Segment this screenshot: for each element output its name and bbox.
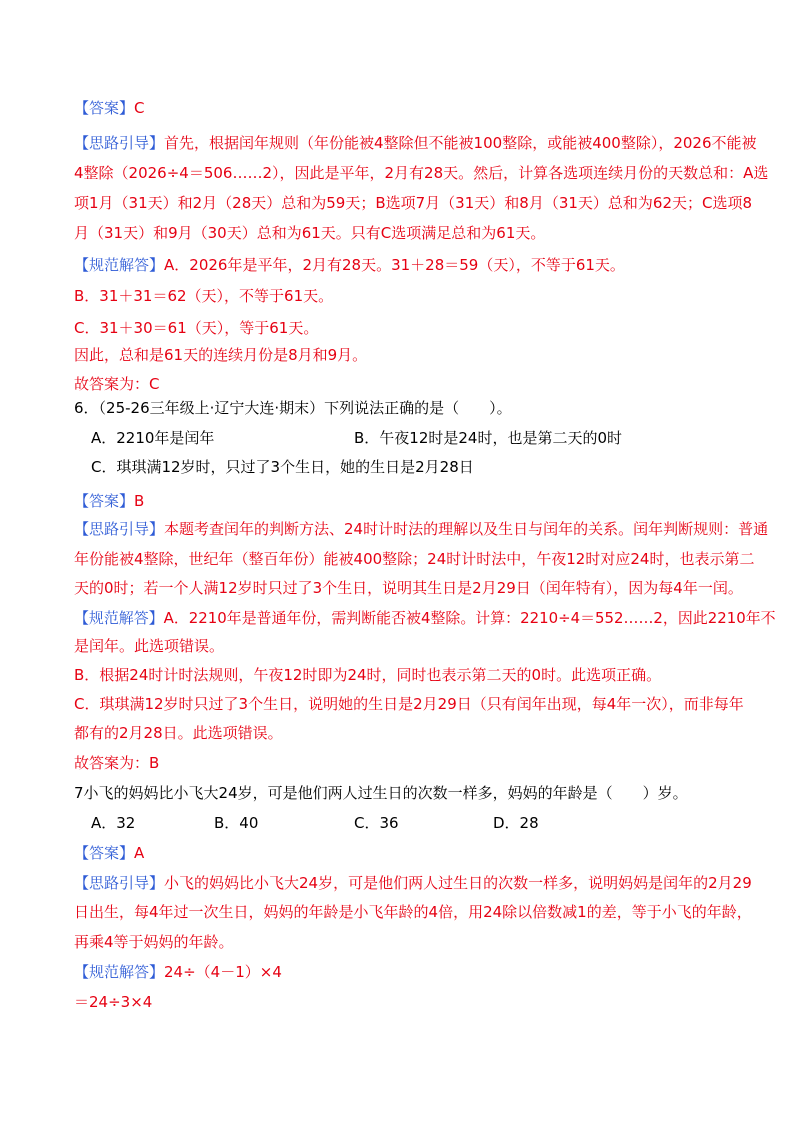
guide-text: 小飞的妈妈比小飞大24岁，可是他们两人过生日的次数一样多，说明妈妈是闰年的2月29 bbox=[164, 874, 752, 892]
q7-guide-line-3: 再乘4等于妈妈的年龄。 bbox=[74, 933, 234, 951]
q7-solution-line-1 bbox=[74, 962, 282, 982]
q7-guide-line-2: 日出生，每4年过一次生日，妈妈的年龄是小飞年龄的4倍，用24除以倍数减1的差，等于小飞的年龄， bbox=[74, 903, 752, 921]
q5-solution-line-1 bbox=[74, 255, 625, 275]
solution-text: A．2210年是普通年份，需判断能否被4整除。计算：2210÷4＝552……2，因此2210年不 bbox=[163, 609, 776, 627]
answer-tag: 【答案】 bbox=[74, 492, 135, 510]
q7-answer-line bbox=[74, 843, 144, 863]
q6-solution-line-2: 是闰年。此选项错误。 bbox=[74, 637, 225, 655]
answer-value: A bbox=[134, 844, 145, 862]
q7-option-c: C．36 bbox=[354, 814, 399, 832]
q6-guide-line-2: 年份能被4整除，世纪年（整百年份）能被400整除；24时计时法中，午夜12时对应24时，也表示第二 bbox=[74, 550, 755, 568]
q5-guide-line-4: 月（31天）和9月（30天）总和为61天。只有C选项满足总和为61天。 bbox=[74, 224, 546, 242]
q7-option-b: B．40 bbox=[214, 814, 259, 832]
guide-tag: 【思路引导】 bbox=[74, 874, 165, 892]
solution-tag: 【规范解答】 bbox=[74, 256, 165, 274]
q5-solution-line-3: C．31＋30＝61（天），等于61天。 bbox=[74, 319, 319, 337]
q7-option-d: D．28 bbox=[493, 814, 539, 832]
q6-option-b: B．午夜12时是24时，也是第二天的0时 bbox=[354, 429, 623, 447]
solution-text: 24÷（4－1）×4 bbox=[164, 963, 282, 981]
q6-stem: 6．（25-26三年级上·辽宁大连·期末）下列说法正确的是（ ）。 bbox=[74, 399, 512, 417]
guide-tag: 【思路引导】 bbox=[74, 520, 165, 538]
q6-guide-line-3: 天的0时；若一个人满12岁时只过了3个生日，说明其生日是2月29日（闰年特有），因为每4年一闰。 bbox=[74, 579, 743, 597]
q5-solution-line-4: 因此，总和是61天的连续月份是8月和9月。 bbox=[74, 346, 368, 364]
solution-tag: 【规范解答】 bbox=[74, 609, 164, 627]
q6-answer-line bbox=[74, 491, 144, 511]
guide-text: 本题考查闰年的判断方法、24时计时法的理解以及生日与闰年的关系。闰年判断规则：普通 bbox=[164, 520, 769, 538]
solution-text: A．2026年是平年，2月有28天。31＋28＝59（天），不等于61天。 bbox=[164, 256, 625, 274]
q6-solution-line-4: C．琪琪满12岁时只过了3个生日，说明她的生日是2月29日（只有闰年出现，每4年一次），而非每年 bbox=[74, 695, 744, 713]
q5-solution-line-2: B．31＋31＝62（天），不等于61天。 bbox=[74, 287, 334, 305]
q7-option-a: A．32 bbox=[91, 814, 136, 832]
answer-value: C bbox=[134, 99, 145, 117]
guide-tag: 【思路引导】 bbox=[74, 134, 165, 152]
q7-guide-line-1 bbox=[74, 873, 752, 893]
q5-answer-line bbox=[74, 98, 145, 118]
q6-guide-line-1 bbox=[74, 519, 768, 539]
q6-option-a: A．2210年是闰年 bbox=[91, 429, 215, 447]
q5-guide-line-2: 4整除（2026÷4＝506……2），因此是平年，2月有28天。然后，计算各选项连续月份的天数总和：A选 bbox=[74, 164, 769, 182]
q7-stem: 7小飞的妈妈比小飞大24岁，可是他们两人过生日的次数一样多，妈妈的年龄是（ ）岁。 bbox=[74, 784, 688, 802]
q5-final-answer: 故答案为：C bbox=[74, 375, 160, 393]
solution-tag: 【规范解答】 bbox=[74, 963, 165, 981]
q6-solution-line-1 bbox=[74, 608, 776, 628]
guide-text: 首先，根据闰年规则（年份能被4整除但不能被100整除，或能被400整除），2026不能被 bbox=[164, 134, 757, 152]
q6-solution-line-3: B．根据24时计时法规则，午夜12时即为24时，同时也表示第二天的0时。此选项正确。 bbox=[74, 666, 662, 684]
answer-tag: 【答案】 bbox=[74, 844, 135, 862]
q6-option-c: C．琪琪满12岁时，只过了3个生日，她的生日是2月28日 bbox=[91, 458, 474, 476]
q5-guide-line-1 bbox=[74, 133, 757, 153]
answer-value: B bbox=[134, 492, 145, 510]
q5-guide-line-3: 项1月（31天）和2月（28天）总和为59天；B选项7月（31天）和8月（31天）总和为62天；C选项8 bbox=[74, 194, 753, 212]
answer-tag: 【答案】 bbox=[74, 99, 135, 117]
q6-solution-line-5: 都有的2月28日。此选项错误。 bbox=[74, 724, 283, 742]
q6-final-answer: 故答案为：B bbox=[74, 754, 160, 772]
q7-solution-line-2: ＝24÷3×4 bbox=[74, 993, 153, 1011]
